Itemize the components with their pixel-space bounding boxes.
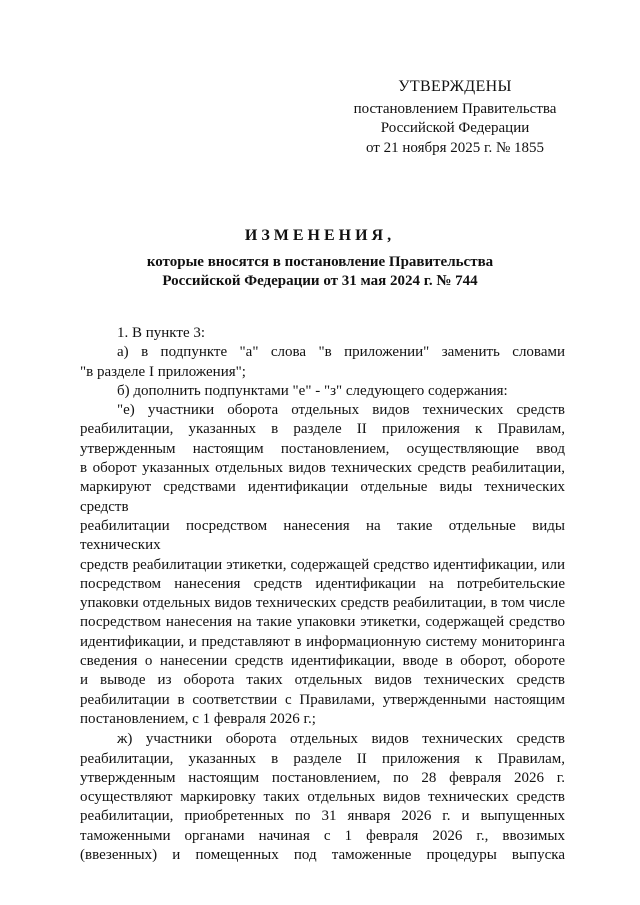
approval-line: Российской Федерации bbox=[380, 120, 530, 137]
body-line: средств реабилитации этикетки, содержащей средство идентификации, или bbox=[80, 556, 565, 573]
body-line: реабилитации, указанных в разделе II приложения к Правилам, bbox=[80, 750, 565, 767]
body-line: в оборот указанных отдельных видов технических средств реабилитации, bbox=[80, 460, 565, 477]
body-line: осуществляют маркировку таких отдельных видов технических средств bbox=[80, 789, 565, 806]
document-subtitle bbox=[80, 253, 560, 292]
body-line: таможенными органами начиная с 1 февраля 2026 г., ввозимых bbox=[80, 827, 565, 844]
approval-line: постановлением Правительства bbox=[353, 101, 557, 117]
body-line: сведения о нанесении средств идентификации, вводе в оборот, обороте bbox=[80, 653, 565, 670]
approval-line: от 21 ноября 2025 г. № 1855 bbox=[365, 139, 545, 156]
body-line: 1. В пункте 3: bbox=[117, 325, 206, 341]
body-line: реабилитации, указанных в разделе II приложения к Правилам, bbox=[80, 421, 565, 438]
body-line: посредством нанесения средств идентификации на потребительские bbox=[80, 575, 565, 592]
body-line: утвержденным настоящим постановлением, осуществляющие ввод bbox=[80, 440, 565, 457]
body-line: а) в подпункте "а" слова "в приложении" заменить словами bbox=[117, 344, 565, 361]
body-line: утвержденным настоящим постановлением, по 28 февраля 2026 г. bbox=[80, 769, 565, 786]
approval-block bbox=[340, 78, 570, 158]
body-line: реабилитации в соответствии с Правилами, утвержденными настоящим bbox=[80, 691, 565, 708]
body-line: "в разделе I приложения"; bbox=[80, 363, 246, 380]
body-line: постановлением, с 1 февраля 2026 г.; bbox=[80, 710, 316, 727]
body-line: ж) участники оборота отдельных видов технических средств bbox=[117, 731, 565, 748]
subtitle-line: Российской Федерации от 31 мая 2024 г. № 744 bbox=[162, 273, 478, 290]
body-line: реабилитации посредством нанесения на такие отдельные виды технических bbox=[80, 517, 565, 554]
body-line: б) дополнить подпунктами "е" - "з" следующего содержания: bbox=[117, 382, 508, 399]
subtitle-line: которые вносятся в постановление Правительства bbox=[146, 254, 494, 270]
body-line: упаковки отдельных видов технических средств реабилитации, в том числе bbox=[80, 595, 565, 612]
body-line: идентификации, и представляют в информационную систему мониторинга bbox=[80, 633, 565, 650]
body-line: и выводе из оборота таких отдельных видов технических средств bbox=[80, 672, 565, 689]
body-line: реабилитации, приобретенных по 31 января 2026 г. и выпущенных bbox=[80, 808, 565, 825]
document-title: ИЗМЕНЕНИЯ, bbox=[244, 227, 396, 244]
body-line: (ввезенных) и помещенных под таможенные процедуры выпуска bbox=[80, 847, 565, 864]
body-line: маркируют средствами идентификации отдельные виды технических средств bbox=[80, 479, 565, 515]
body-line: посредством нанесения на такие упаковки этикетки, содержащей средство bbox=[80, 614, 565, 631]
document-body bbox=[80, 324, 565, 865]
body-line: "е) участники оборота отдельных видов технических средств bbox=[117, 402, 565, 419]
approval-heading: УТВЕРЖДЕНЫ bbox=[398, 78, 512, 95]
